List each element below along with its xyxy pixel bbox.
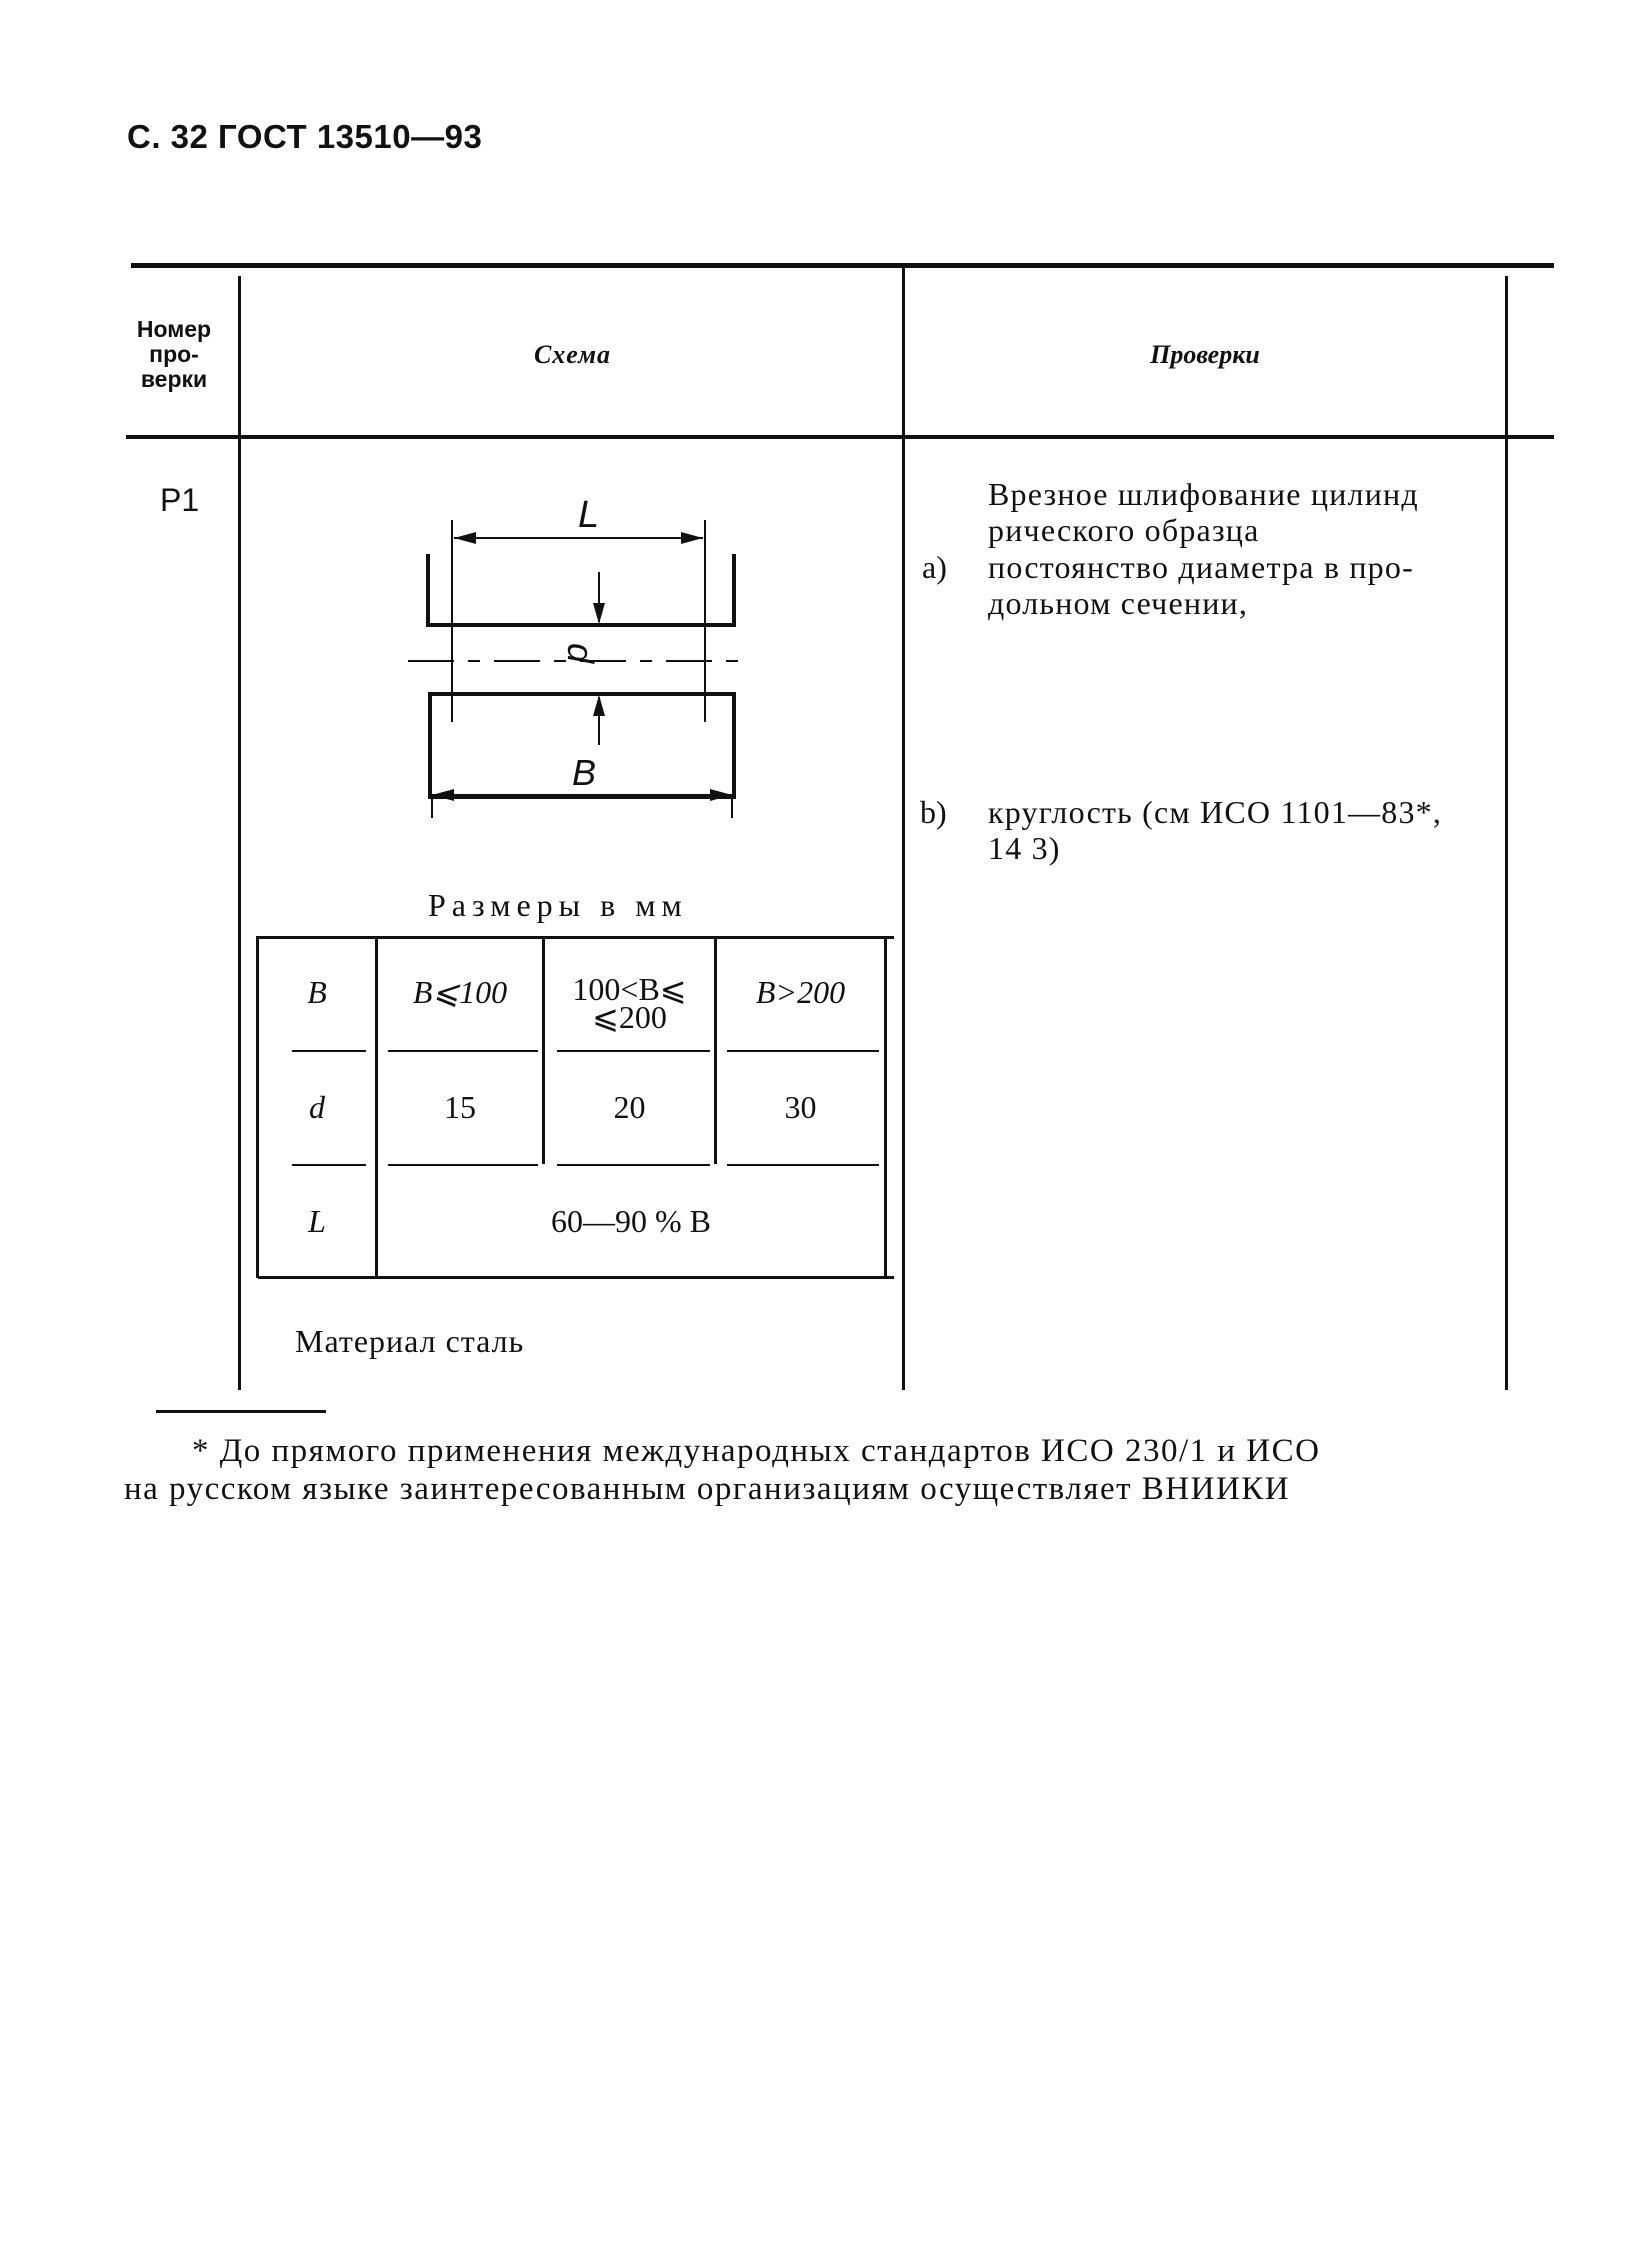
dims-row-sep-1c bbox=[557, 1050, 710, 1052]
column-header-number-line3: верки bbox=[140, 366, 208, 392]
page-header: С. 32 ГОСТ 13510—93 bbox=[127, 118, 483, 155]
check-item-a-line1: постоянство диаметра в про- bbox=[988, 549, 1414, 585]
dims-table-right-border bbox=[884, 936, 887, 1278]
dims-row-B-c2-line1: 100<B⩽ bbox=[572, 971, 687, 1007]
footnote-rule bbox=[156, 1410, 326, 1413]
dims-row-sep-2c bbox=[557, 1164, 710, 1166]
dims-table-col-divider-3 bbox=[714, 936, 717, 1164]
check-item-b-line2: 14 3) bbox=[988, 830, 1061, 866]
dims-row-d-c1: 15 bbox=[444, 1089, 476, 1125]
column-header-schema: Схема bbox=[533, 340, 612, 369]
check-item-a-text bbox=[988, 549, 1498, 621]
diagram-label-B: B bbox=[572, 752, 597, 793]
dims-row-d-c3: 30 bbox=[784, 1089, 817, 1125]
check-title bbox=[988, 476, 1498, 548]
check-number: P1 bbox=[160, 482, 200, 518]
check-item-b-line1: круглость (см ИСО 1101—83*, bbox=[988, 794, 1443, 830]
dims-row-d-c2: 20 bbox=[613, 1089, 646, 1125]
L-arrowhead-right bbox=[681, 532, 703, 544]
dims-row-sep-1a bbox=[292, 1050, 366, 1052]
column-header-checks: Проверки bbox=[1150, 340, 1260, 369]
footnote-line2: на русском языке заинтересованным организациям осуществляет ВНИИКИ bbox=[124, 1471, 1291, 1507]
dims-row-B-label: B bbox=[307, 974, 327, 1010]
check-title-line1: Врезное шлифование цилинд bbox=[988, 476, 1419, 512]
dims-table-bottom-rule bbox=[258, 1276, 894, 1279]
dims-table-col-divider-2 bbox=[542, 936, 545, 1164]
dims-row-B-c2 bbox=[545, 972, 714, 1034]
dims-row-sep-2b bbox=[388, 1164, 538, 1166]
dims-row-sep-2d bbox=[727, 1164, 879, 1166]
dims-row-d-label: d bbox=[309, 1089, 325, 1125]
footnote-line1: * До прямого применения международных стандартов ИСО 230/1 и ИСО bbox=[192, 1433, 1321, 1469]
dims-row-B-c1: B⩽100 bbox=[412, 974, 508, 1010]
check-item-a-letter: a) bbox=[922, 549, 947, 585]
dims-row-L-value: 60—90 % B bbox=[551, 1203, 711, 1239]
check-title-line2: рического образца bbox=[988, 512, 1260, 548]
d-arrowhead-bottom bbox=[593, 695, 605, 716]
diagram-label-L: L bbox=[578, 494, 600, 536]
check-item-a-line2: дольном сечении, bbox=[988, 585, 1249, 621]
dims-row-sep-1b bbox=[388, 1050, 538, 1052]
check-item-b-text bbox=[988, 794, 1498, 866]
dims-row-L-label: L bbox=[308, 1203, 326, 1239]
dimensions-caption: Размеры в мм bbox=[428, 887, 688, 923]
B-arrowhead-left bbox=[432, 789, 454, 801]
dims-row-B-c2-line2: ⩽200 bbox=[592, 999, 667, 1035]
L-arrowhead-left bbox=[454, 532, 476, 544]
dims-row-B-c3: B>200 bbox=[755, 974, 846, 1010]
check-item-b-letter: b) bbox=[920, 794, 947, 830]
diagram-label-d: d bbox=[560, 643, 601, 664]
dims-row-sep-1d bbox=[727, 1050, 879, 1052]
d-arrowhead-top bbox=[593, 603, 605, 624]
column-header-number-line1: Номер bbox=[136, 316, 212, 342]
dims-row-sep-2a bbox=[292, 1164, 366, 1166]
material-note: Материал сталь bbox=[295, 1323, 525, 1359]
upper-part-outline bbox=[428, 556, 734, 625]
dims-table-top-rule bbox=[258, 936, 894, 939]
B-arrowhead-right bbox=[710, 789, 732, 801]
column-header-number-line2: про- bbox=[149, 341, 199, 367]
